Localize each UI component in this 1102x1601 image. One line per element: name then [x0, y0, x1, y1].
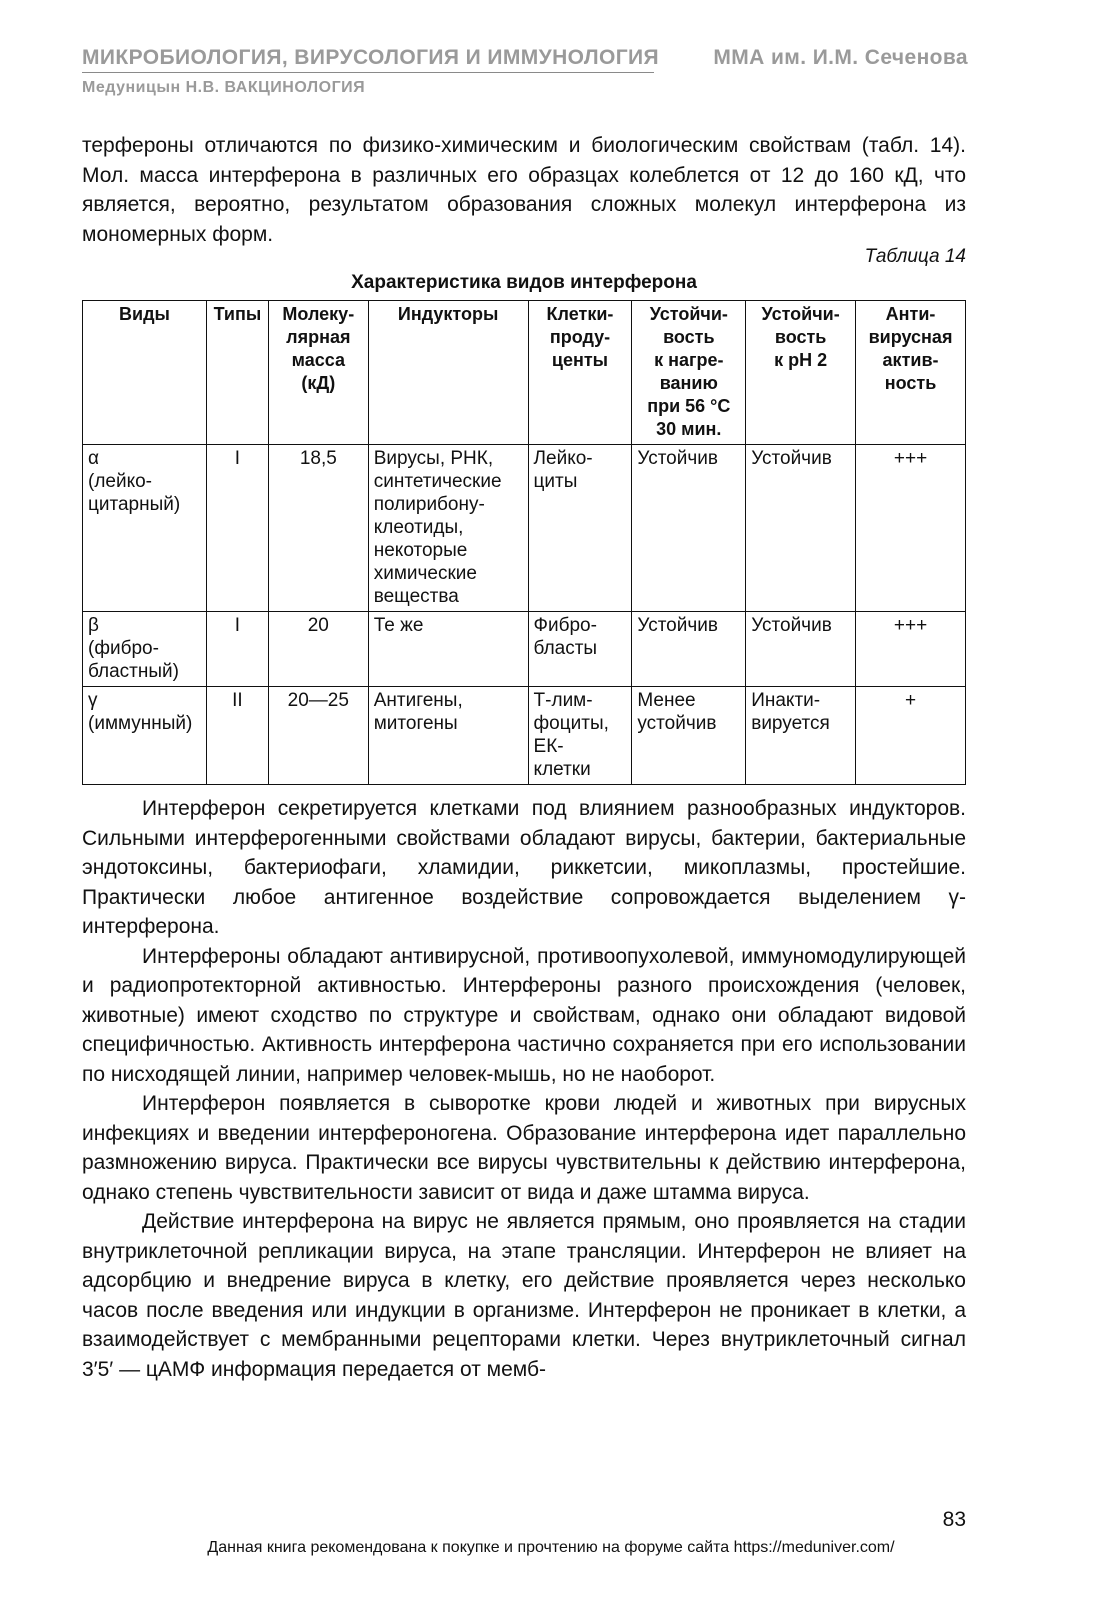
interferon-table: [82, 300, 966, 785]
cell-ph-stability: Инакти- вируется: [746, 687, 856, 785]
paragraph: Интерферон секретируется клетками под влиянием разнообразных индукторов. Сильными интерферогенными свойствами обладают вирусы, бактерии, бактериальные эндотоксины, бактериофаги, хламидии, риккетсии, микоплазмы, простейшие. Практически любое антигенное воздействие сопровождается выделением γ-интерферона.: [82, 797, 966, 938]
header-institution: ММА им. И.М. Сеченова: [713, 46, 968, 69]
cell-type: I: [206, 612, 268, 687]
cell-species: α (лейко- цитарный): [83, 445, 207, 612]
footer-note: Данная книга рекомендована к покупке и прочтению на форуме сайта https://meduniver.com/: [207, 1539, 895, 1556]
cell-inducers: Те же: [368, 612, 528, 687]
cell-species: γ (иммунный): [83, 687, 207, 785]
cell-inducers: Вирусы, РНК, синтетические полирибону- клеотиды, некоторые химические вещества: [368, 445, 528, 612]
cell-mass: 20: [268, 612, 368, 687]
cell-inducers: Антигены, митогены: [368, 687, 528, 785]
table-row-gamma: [83, 687, 966, 785]
table-header-row: [83, 301, 966, 445]
header-cell-inducers: Индукторы: [368, 301, 528, 445]
header-journal: МИКРОБИОЛОГИЯ, ВИРУСОЛОГИЯ И ИММУНОЛОГИЯ: [82, 46, 660, 69]
cell-heat-stability: Устойчив: [632, 612, 746, 687]
cell-heat-stability: Устойчив: [632, 445, 746, 612]
header-cell-species: Виды: [83, 301, 207, 445]
cell-type: II: [206, 687, 268, 785]
page-number: 83: [942, 1508, 966, 1531]
cell-species: β (фибро- бластный): [83, 612, 207, 687]
table-row-alpha: [83, 445, 966, 612]
cell-mass: 20—25: [268, 687, 368, 785]
running-header: [82, 46, 968, 70]
cell-antiviral: +++: [856, 445, 966, 612]
table-row-beta: [83, 612, 966, 687]
cell-heat-stability: Менее устойчив: [632, 687, 746, 785]
header-cell-producers: Клетки- проду- центы: [528, 301, 632, 445]
cell-producers: Лейко- циты: [528, 445, 632, 612]
header-cell-mass: Молеку- лярная масса (кД): [268, 301, 368, 445]
cell-producers: Фибро- бласты: [528, 612, 632, 687]
paragraph: Интерферон появляется в сыворотке крови людей и животных при вирусных инфекциях и введении интерфероногена. Образование интерферона идет параллельно размножению вируса. Практически все вирусы чувствительны к действию интерферона, однако степень чувствительности зависит от вида и даже штамма вируса.: [82, 1092, 966, 1204]
paragraph: Действие интерферона на вирус не является прямым, оно проявляется на стадии внутриклеточной репликации вируса, на этапе трансляции. Интерферон не влияет на адсорбцию и внедрение вируса в клетку, его действие проявляется через несколько часов после введения или индукции в организме. Интерферон не проникает в клетки, а взаимодействует с мембранными рецепторами клетки. Через внутриклеточный сигнал 3′5′ — цАМФ информация передается от мемб-: [82, 1210, 966, 1381]
cell-antiviral: +++: [856, 612, 966, 687]
intro-paragraph: терфероны отличаются по физико-химическим и биологическим свойствам (табл. 14). Мол. масса интерферона в различных его образцах колеблется от 12 до 160 кД, что является, вероятно, результатом образования сложных молекул интерферона из мономерных форм.: [82, 134, 966, 246]
cell-producers: Т-лим- фоциты, ЕК- клетки: [528, 687, 632, 785]
header-rule: [82, 72, 654, 73]
paragraph: Интерфероны обладают антивирусной, противоопухолевой, иммуномодулирующей и радиопротекторной активностью. Интерфероны разного происхождения (человек, животные) имеют сходство по структуре и свойствам, однако они обладают видовой специфичностью. Активность интерферона частично сохраняется при его использовании по нисходящей линии, например человек-мышь, но не наоборот.: [82, 944, 966, 1086]
header-cell-types: Типы: [206, 301, 268, 445]
cell-antiviral: +: [856, 687, 966, 785]
table-number: Таблица 14: [864, 246, 966, 267]
cell-ph-stability: Устойчив: [746, 612, 856, 687]
header-cell-antiviral: Анти- вирусная актив- ность: [856, 301, 966, 445]
table-title: Характеристика видов интерферона: [351, 272, 697, 293]
intro-block: [82, 131, 966, 249]
header-book: Медуницын Н.В. ВАКЦИНОЛОГИЯ: [82, 79, 366, 96]
header-cell-ph-stability: Устойчи- вость к pH 2: [746, 301, 856, 445]
cell-ph-stability: Устойчив: [746, 445, 856, 612]
body-text: [82, 794, 966, 1384]
header-cell-heat-stability: Устойчи- вость к нагре- ванию при 56 °С 30 мин.: [632, 301, 746, 445]
cell-type: I: [206, 445, 268, 612]
cell-mass: 18,5: [268, 445, 368, 612]
